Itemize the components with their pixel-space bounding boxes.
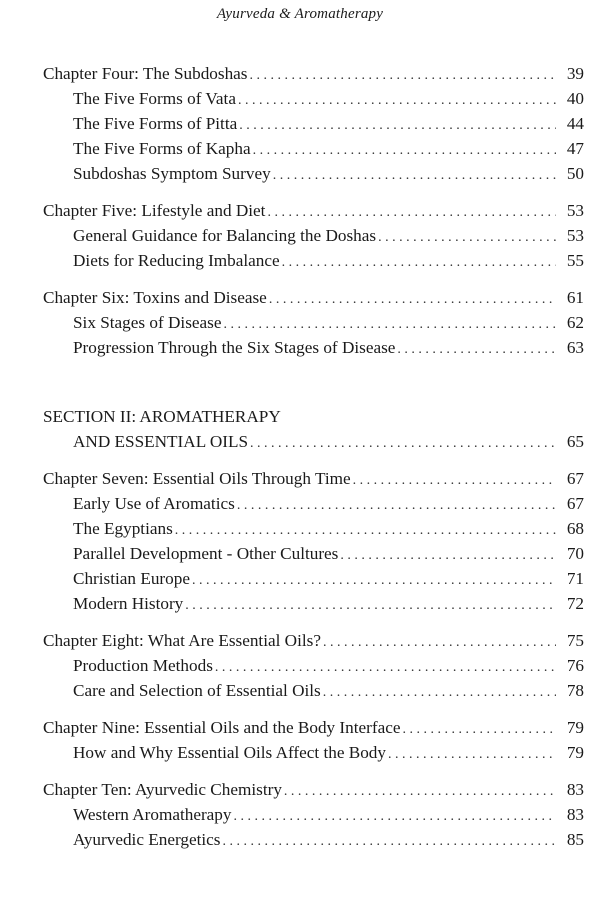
entry-title: The Five Forms of Kapha <box>73 139 251 158</box>
dot-leader <box>185 598 556 614</box>
entry-title: How and Why Essential Oils Affect the Body <box>73 743 386 762</box>
page-number: 62 <box>566 313 584 332</box>
toc-entry[interactable] <box>0 656 600 681</box>
dot-leader <box>223 834 557 850</box>
entry-title: The Five Forms of Pitta <box>73 114 238 133</box>
toc-entry[interactable] <box>0 114 600 139</box>
dot-leader <box>267 205 556 221</box>
dot-leader <box>353 473 556 489</box>
entry-title: Parallel Development - Other Cultures <box>73 544 339 563</box>
dot-leader <box>192 573 556 589</box>
entry-title: Western Aromatherapy <box>73 805 232 824</box>
dot-leader <box>403 722 557 738</box>
page-number: 79 <box>566 743 584 762</box>
entry-title: Early Use of Aromatics <box>73 494 235 513</box>
running-header: Ayurveda & Aromatherapy <box>216 6 384 22</box>
toc-entry[interactable] <box>0 544 600 569</box>
dot-leader <box>239 118 556 134</box>
dot-leader <box>223 317 556 333</box>
toc-entry[interactable] <box>0 594 600 619</box>
toc-chapter-five[interactable] <box>0 201 600 226</box>
toc-chapter-seven[interactable] <box>0 469 600 494</box>
chapter-title: Chapter Ten: Ayurvedic Chemistry <box>43 780 282 799</box>
entry-title: Modern History <box>73 594 184 613</box>
toc-entry[interactable] <box>0 164 600 189</box>
toc-entry[interactable] <box>0 313 600 338</box>
entry-title: Care and Selection of Essential Oils <box>73 681 321 700</box>
page-number: 67 <box>566 469 584 488</box>
section-title: AND ESSENTIAL OILS <box>73 432 249 451</box>
toc-entry[interactable] <box>0 251 600 276</box>
dot-leader <box>175 523 556 539</box>
page-number: 76 <box>566 656 584 675</box>
page-number: 83 <box>566 805 584 824</box>
toc-entry[interactable] <box>0 226 600 251</box>
dot-leader <box>273 168 556 184</box>
toc-entry[interactable] <box>0 681 600 706</box>
page-number: 65 <box>566 432 584 451</box>
toc-entry[interactable] <box>0 89 600 114</box>
page-number: 40 <box>566 89 584 108</box>
chapter-title: Chapter Four: The Subdoshas <box>43 64 248 83</box>
chapter-title: Chapter Eight: What Are Essential Oils? <box>43 631 321 650</box>
chapter-title: Chapter Nine: Essential Oils and the Body Interface <box>43 718 401 737</box>
page-number: 63 <box>566 338 584 357</box>
page-number: 61 <box>566 288 584 307</box>
entry-title: Ayurvedic Energetics <box>73 830 221 849</box>
dot-leader <box>378 230 556 246</box>
dot-leader <box>269 292 556 308</box>
dot-leader <box>238 93 556 109</box>
page-number: 44 <box>566 114 584 133</box>
toc-chapter-eight[interactable] <box>0 631 600 656</box>
entry-title: Christian Europe <box>73 569 190 588</box>
page-number: 72 <box>566 594 584 613</box>
page-number: 47 <box>566 139 584 158</box>
page-number: 50 <box>566 164 584 183</box>
chapter-title: Chapter Five: Lifestyle and Diet <box>43 201 266 220</box>
page-number: 67 <box>566 494 584 513</box>
chapter-title: Chapter Six: Toxins and Disease <box>43 288 267 307</box>
toc-entry[interactable] <box>0 805 600 830</box>
dot-leader <box>388 747 556 763</box>
entry-title: Diets for Reducing Imbalance <box>73 251 280 270</box>
dot-leader <box>237 498 556 514</box>
dot-leader <box>250 436 556 452</box>
toc-chapter-four[interactable] <box>0 64 600 89</box>
page-number: 68 <box>566 519 584 538</box>
toc-entry[interactable] <box>0 830 600 855</box>
entry-title: The Egyptians <box>73 519 173 538</box>
entry-title: General Guidance for Balancing the Doshas <box>73 226 377 245</box>
page-number: 85 <box>566 830 584 849</box>
page-number: 53 <box>566 201 584 220</box>
toc-chapter-six[interactable] <box>0 288 600 313</box>
page-number: 53 <box>566 226 584 245</box>
dot-leader <box>397 342 556 358</box>
dot-leader <box>284 784 556 800</box>
entry-title: Production Methods <box>73 656 213 675</box>
toc-entry[interactable] <box>0 139 600 164</box>
dot-leader <box>234 809 557 825</box>
chapter-title: Chapter Seven: Essential Oils Through Time <box>43 469 351 488</box>
entry-title: Subdoshas Symptom Survey <box>73 164 271 183</box>
page-number: 79 <box>566 718 584 737</box>
page-number: 70 <box>566 544 584 563</box>
toc-entry[interactable] <box>0 569 600 594</box>
toc-entry[interactable] <box>0 743 600 768</box>
page-number: 39 <box>566 64 584 83</box>
section-heading: SECTION II: AROMATHERAPY <box>43 407 281 426</box>
page-number: 83 <box>566 780 584 799</box>
dot-leader <box>250 68 557 84</box>
page-number: 78 <box>566 681 584 700</box>
page-number: 75 <box>566 631 584 650</box>
toc-chapter-ten[interactable] <box>0 780 600 805</box>
toc-entry[interactable] <box>0 494 600 519</box>
page-number: 55 <box>566 251 584 270</box>
dot-leader <box>282 255 556 271</box>
dot-leader <box>323 635 556 651</box>
entry-title: Progression Through the Six Stages of Disease <box>73 338 396 357</box>
dot-leader <box>323 685 556 701</box>
toc-entry[interactable] <box>0 338 600 363</box>
dot-leader <box>340 548 556 564</box>
entry-title: The Five Forms of Vata <box>73 89 236 108</box>
page-number: 71 <box>566 569 584 588</box>
toc-chapter-nine[interactable] <box>0 718 600 743</box>
toc-entry[interactable] <box>0 519 600 544</box>
dot-leader <box>215 660 556 676</box>
dot-leader <box>253 143 556 159</box>
toc-section-two[interactable] <box>0 432 600 457</box>
table-of-contents <box>0 64 600 855</box>
entry-title: Six Stages of Disease <box>73 313 222 332</box>
